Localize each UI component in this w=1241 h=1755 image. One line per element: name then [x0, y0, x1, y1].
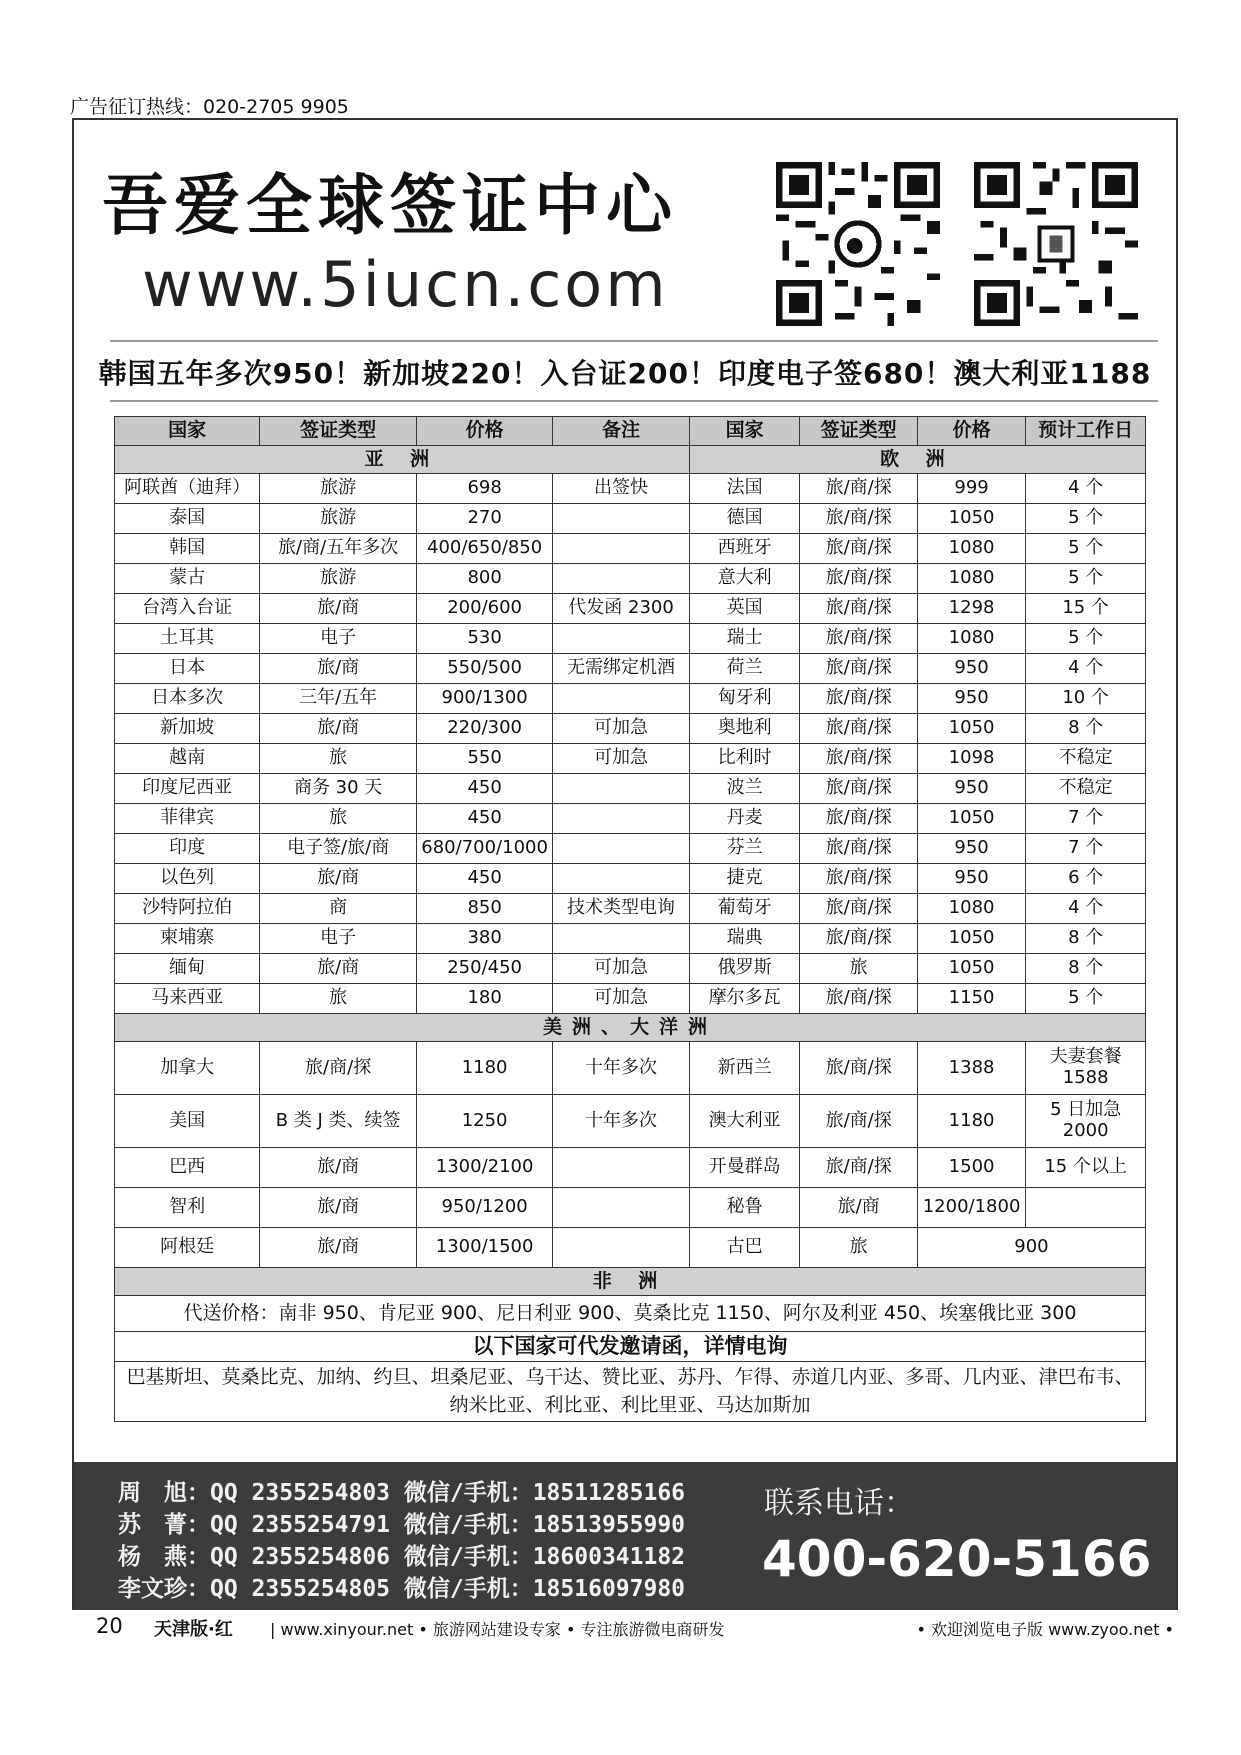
table-cell: 商 — [260, 894, 417, 924]
table-cell: 1080 — [917, 894, 1025, 924]
table-cell: 旅 — [260, 984, 417, 1014]
table-row — [115, 834, 1146, 864]
table-row — [115, 1148, 1146, 1188]
table-cell: 韩国 — [115, 534, 260, 564]
visa-ad-panel — [72, 118, 1178, 1610]
table-cell: 巴西 — [115, 1148, 260, 1188]
table-cell: 旅/商/探 — [800, 774, 917, 804]
table-cell: 旅/商/探 — [800, 894, 917, 924]
table-cell: 1500 — [917, 1148, 1025, 1188]
table-cell: 出签快 — [553, 474, 689, 504]
table-cell: 以色列 — [115, 864, 260, 894]
table-cell: 十年多次 — [553, 1042, 689, 1095]
table-cell: 菲律宾 — [115, 804, 260, 834]
column-header: 价格 — [416, 417, 552, 446]
divider-top — [110, 340, 1158, 342]
table-cell: 5 日加急 2000 — [1026, 1095, 1146, 1148]
table-cell: 5 个 — [1026, 534, 1146, 564]
table-cell: 900/1300 — [416, 684, 552, 714]
table-cell: 旅/商/探 — [800, 594, 917, 624]
table-cell: 沙特阿拉伯 — [115, 894, 260, 924]
table-cell: 旅 — [800, 1228, 917, 1268]
table-cell: 捷克 — [689, 864, 800, 894]
table-cell: 不稳定 — [1026, 744, 1146, 774]
table-cell: 台湾入台证 — [115, 594, 260, 624]
table-cell: 8 个 — [1026, 954, 1146, 984]
visa-price-table — [114, 416, 1146, 1422]
table-row — [115, 744, 1146, 774]
table-cell: 旅/商/探 — [800, 564, 917, 594]
table-cell: 丹麦 — [689, 804, 800, 834]
table-cell: 土耳其 — [115, 624, 260, 654]
table-cell — [553, 1188, 689, 1228]
table-cell: 开曼群岛 — [689, 1148, 800, 1188]
brand-url[interactable]: www.5iucn.com — [142, 248, 669, 321]
table-cell: 1080 — [917, 564, 1025, 594]
table-cell: 蒙古 — [115, 564, 260, 594]
region-row-asia-europe — [115, 446, 1146, 474]
table-row — [115, 1188, 1146, 1228]
table-cell — [553, 924, 689, 954]
region-americas-cell: 美洲、大洋洲 — [115, 1014, 1146, 1042]
table-row — [115, 774, 1146, 804]
table-cell: 1050 — [917, 924, 1025, 954]
table-cell: 旅/商/探 — [800, 654, 917, 684]
table-row — [115, 1228, 1146, 1268]
table-cell: 1098 — [917, 744, 1025, 774]
table-cell: 450 — [416, 804, 552, 834]
table-row — [115, 594, 1146, 624]
table-cell: 瑞典 — [689, 924, 800, 954]
brand-title: 吾爱全球签证中心 — [102, 166, 678, 244]
column-header: 价格 — [917, 417, 1025, 446]
divider-bottom — [110, 400, 1158, 402]
table-cell: 680/700/1000 — [416, 834, 552, 864]
table-cell: 旅/商/探 — [800, 1042, 917, 1095]
region-asia: 亚 洲 — [115, 446, 690, 474]
table-cell: 旅/商 — [260, 654, 417, 684]
table-cell: 950 — [917, 864, 1025, 894]
table-row — [115, 564, 1146, 594]
table-cell: 缅甸 — [115, 954, 260, 984]
table-cell: 旅/商/探 — [800, 924, 917, 954]
africa-prices-cell: 代送价格：南非 950、肯尼亚 900、尼日利亚 900、莫桑比克 1150、阿尔及利亚 450、埃塞俄比亚 300 — [115, 1296, 1146, 1332]
table-row — [115, 504, 1146, 534]
table-cell: 180 — [416, 984, 552, 1014]
table-cell: 1050 — [917, 804, 1025, 834]
footer-link: • 欢迎浏览电子版 www.zyoo.net • — [916, 1620, 1174, 1639]
table-cell: 1180 — [416, 1042, 552, 1095]
weibo-qr-icon — [774, 160, 942, 328]
table-cell: 1388 — [917, 1042, 1025, 1095]
table-cell: 葡萄牙 — [689, 894, 800, 924]
table-row — [115, 654, 1146, 684]
table-cell: 1300/2100 — [416, 1148, 552, 1188]
column-header: 签证类型 — [800, 417, 917, 446]
region-africa — [115, 1268, 1146, 1296]
table-cell: 澳大利亚 — [689, 1095, 800, 1148]
region-europe: 欧 洲 — [689, 446, 1145, 474]
table-cell: 旅/商/探 — [800, 714, 917, 744]
table-cell: 200/600 — [416, 594, 552, 624]
table-cell: 旅/商/探 — [800, 504, 917, 534]
table-cell: 1298 — [917, 594, 1025, 624]
table-cell: 1250 — [416, 1095, 552, 1148]
table-row — [115, 954, 1146, 984]
table-cell: 德国 — [689, 504, 800, 534]
table-cell: 阿联酋（迪拜） — [115, 474, 260, 504]
table-cell: 1180 — [917, 1095, 1025, 1148]
contact-line: 苏 菁：QQ 2355254791 微信/手机：18513955990 — [118, 1512, 686, 1538]
table-cell: 摩尔多瓦 — [689, 984, 800, 1014]
table-cell: 代发函 2300 — [553, 594, 689, 624]
table-cell: 柬埔寨 — [115, 924, 260, 954]
table-cell: 380 — [416, 924, 552, 954]
table-cell: 不稳定 — [1026, 774, 1146, 804]
table-row — [115, 984, 1146, 1014]
table-cell: 5 个 — [1026, 504, 1146, 534]
table-cell: 旅/商/探 — [800, 534, 917, 564]
table-cell: 古巴 — [689, 1228, 800, 1268]
page-footer — [72, 1612, 1178, 1642]
page-number: 20 — [96, 1614, 123, 1638]
table-cell: 1050 — [917, 504, 1025, 534]
table-cell: 950 — [917, 654, 1025, 684]
table-row — [115, 804, 1146, 834]
table-cell: 950 — [917, 684, 1025, 714]
table-cell: 可加急 — [553, 744, 689, 774]
table-cell: 旅/商/探 — [800, 864, 917, 894]
table-cell: 日本 — [115, 654, 260, 684]
table-cell: 旅/商 — [260, 714, 417, 744]
table-cell: 可加急 — [553, 954, 689, 984]
table-cell: 4 个 — [1026, 654, 1146, 684]
table-cell: 旅/商/探 — [800, 744, 917, 774]
table-cell — [553, 624, 689, 654]
invite-countries — [115, 1362, 1146, 1422]
africa-prices — [115, 1296, 1146, 1332]
contact-bar — [74, 1462, 1176, 1610]
table-cell: 旅/商/探 — [260, 1042, 417, 1095]
table-row — [115, 534, 1146, 564]
table-cell: 电子 — [260, 624, 417, 654]
column-header: 预计工作日 — [1026, 417, 1146, 446]
table-cell: 旅/商 — [260, 864, 417, 894]
table-cell: 15 个 — [1026, 594, 1146, 624]
table-cell: 技术类型电询 — [553, 894, 689, 924]
table-cell: 旅/商/探 — [800, 834, 917, 864]
column-header: 国家 — [115, 417, 260, 446]
table-cell: 越南 — [115, 744, 260, 774]
table-cell — [553, 684, 689, 714]
table-cell: 250/450 — [416, 954, 552, 984]
table-cell: 秘鲁 — [689, 1188, 800, 1228]
table-cell: 电子签/旅/商 — [260, 834, 417, 864]
wechat-qr-icon — [972, 160, 1140, 328]
table-cell: 日本多次 — [115, 684, 260, 714]
table-cell: 旅/商 — [800, 1188, 917, 1228]
table-cell: 智利 — [115, 1188, 260, 1228]
table-cell: 800 — [416, 564, 552, 594]
table-cell: 比利时 — [689, 744, 800, 774]
table-cell: 匈牙利 — [689, 684, 800, 714]
table-cell: 旅 — [260, 744, 417, 774]
table-cell: 马来西亚 — [115, 984, 260, 1014]
table-cell: 法国 — [689, 474, 800, 504]
table-cell: 7 个 — [1026, 804, 1146, 834]
table-cell — [553, 504, 689, 534]
table-cell: 8 个 — [1026, 924, 1146, 954]
table-cell: 旅/商/探 — [800, 804, 917, 834]
table-cell — [553, 834, 689, 864]
table-cell: 8 个 — [1026, 714, 1146, 744]
region-africa-cell: 非 洲 — [115, 1268, 1146, 1296]
table-cell: 可加急 — [553, 984, 689, 1014]
table-row — [115, 474, 1146, 504]
table-cell: 5 个 — [1026, 624, 1146, 654]
contact-line: 周 旭：QQ 2355254803 微信/手机：18511285166 — [118, 1480, 686, 1506]
table-cell: 旅 — [260, 804, 417, 834]
table-cell: 可加急 — [553, 714, 689, 744]
table-cell: 850 — [416, 894, 552, 924]
table-cell: 旅/商/探 — [800, 624, 917, 654]
table-cell: 530 — [416, 624, 552, 654]
table-cell: 旅/商 — [260, 594, 417, 624]
ad-hotline: 广告征订热线：020-2705 9905 — [70, 96, 349, 118]
table-cell: 950 — [917, 834, 1025, 864]
table-cell: 1050 — [917, 954, 1025, 984]
table-cell: 阿根廷 — [115, 1228, 260, 1268]
table-cell: 新西兰 — [689, 1042, 800, 1095]
table-cell: 旅/商/探 — [800, 1148, 917, 1188]
table-cell — [553, 534, 689, 564]
table-cell: 奥地利 — [689, 714, 800, 744]
table-cell: 旅 — [800, 954, 917, 984]
table-cell: 1150 — [917, 984, 1025, 1014]
table-cell: 泰国 — [115, 504, 260, 534]
table-cell: 5 个 — [1026, 984, 1146, 1014]
table-cell: 旅游 — [260, 474, 417, 504]
table-cell: 450 — [416, 864, 552, 894]
table-cell: 7 个 — [1026, 834, 1146, 864]
invite-title-cell: 以下国家可代发邀请函，详情电询 — [115, 1332, 1146, 1362]
table-cell: 旅/商/探 — [800, 1095, 917, 1148]
table-cell: 10 个 — [1026, 684, 1146, 714]
table-cell: 旅/商 — [260, 1148, 417, 1188]
table-cell: 波兰 — [689, 774, 800, 804]
table-cell: 商务 30 天 — [260, 774, 417, 804]
table-cell: 1080 — [917, 624, 1025, 654]
table-cell: 旅/商/五年多次 — [260, 534, 417, 564]
table-cell: 夫妻套餐 1588 — [1026, 1042, 1146, 1095]
table-cell: 印度尼西亚 — [115, 774, 260, 804]
table-cell — [553, 774, 689, 804]
table-row — [115, 1095, 1146, 1148]
table-cell: 6 个 — [1026, 864, 1146, 894]
table-cell: 十年多次 — [553, 1095, 689, 1148]
footer-slogan: | www.xinyour.net • 旅游网站建设专家 • 专注旅游微电商研发 — [270, 1620, 725, 1639]
region-americas — [115, 1014, 1146, 1042]
table-cell — [553, 1148, 689, 1188]
promo-banner: 韩国五年多次950！新加坡220！入台证200！印度电子签680！澳大利亚1188 — [98, 357, 1152, 390]
table-cell: 三年/五年 — [260, 684, 417, 714]
table-cell: 4 个 — [1026, 474, 1146, 504]
table-cell: 1200/1800 — [917, 1188, 1025, 1228]
table-row — [115, 1042, 1146, 1095]
table-row — [115, 894, 1146, 924]
table-cell: 旅/商 — [260, 954, 417, 984]
table-cell: 5 个 — [1026, 564, 1146, 594]
table-cell: 550 — [416, 744, 552, 774]
table-cell — [553, 864, 689, 894]
table-cell: 西班牙 — [689, 534, 800, 564]
table-header-row — [115, 417, 1146, 446]
table-cell: 荷兰 — [689, 654, 800, 684]
invite-countries-cell: 巴基斯坦、莫桑比克、加纳、约旦、坦桑尼亚、乌干达、赞比亚、苏丹、乍得、赤道几内亚、多哥、几内亚、津巴布韦、纳米比亚、利比亚、利比里亚、马达加斯加 — [115, 1362, 1146, 1422]
table-cell — [553, 804, 689, 834]
column-header: 国家 — [689, 417, 800, 446]
table-cell — [553, 1228, 689, 1268]
table-cell: 15 个以上 — [1026, 1148, 1146, 1188]
table-cell: 无需绑定机酒 — [553, 654, 689, 684]
table-cell: 印度 — [115, 834, 260, 864]
table-cell: 瑞士 — [689, 624, 800, 654]
table-cell — [553, 564, 689, 594]
column-header: 签证类型 — [260, 417, 417, 446]
phone-number[interactable]: 400-620-5166 — [762, 1530, 1152, 1588]
table-cell: 旅/商 — [260, 1228, 417, 1268]
table-cell: 旅/商/探 — [800, 474, 917, 504]
table-cell: 新加坡 — [115, 714, 260, 744]
table-cell: 270 — [416, 504, 552, 534]
table-cell: 旅/商 — [260, 1188, 417, 1228]
table-row — [115, 864, 1146, 894]
table-cell: 400/650/850 — [416, 534, 552, 564]
table-cell: 220/300 — [416, 714, 552, 744]
table-cell: 900 — [917, 1228, 1145, 1268]
table-cell: 加拿大 — [115, 1042, 260, 1095]
table-cell: 芬兰 — [689, 834, 800, 864]
table-cell: 1300/1500 — [416, 1228, 552, 1268]
table-cell: 旅游 — [260, 564, 417, 594]
table-cell: 950 — [917, 774, 1025, 804]
table-cell: 旅/商/探 — [800, 684, 917, 714]
table-row — [115, 624, 1146, 654]
table-cell: 俄罗斯 — [689, 954, 800, 984]
column-header: 备注 — [553, 417, 689, 446]
contact-line: 李文珍：QQ 2355254805 微信/手机：18516097980 — [118, 1576, 686, 1602]
table-row — [115, 714, 1146, 744]
invite-title — [115, 1332, 1146, 1362]
table-row — [115, 684, 1146, 714]
table-cell: 旅/商/探 — [800, 984, 917, 1014]
table-cell: 698 — [416, 474, 552, 504]
table-cell: 950/1200 — [416, 1188, 552, 1228]
table-cell: 450 — [416, 774, 552, 804]
edition-label: 天津版·红 — [154, 1619, 233, 1640]
table-cell: 意大利 — [689, 564, 800, 594]
table-cell: 999 — [917, 474, 1025, 504]
contact-line: 杨 燕：QQ 2355254806 微信/手机：18600341182 — [118, 1544, 686, 1570]
table-cell: 1050 — [917, 714, 1025, 744]
table-cell: 电子 — [260, 924, 417, 954]
table-cell: 1080 — [917, 534, 1025, 564]
table-cell: 4 个 — [1026, 894, 1146, 924]
table-cell: 旅游 — [260, 504, 417, 534]
table-cell: 英国 — [689, 594, 800, 624]
table-cell — [1026, 1188, 1146, 1228]
table-row — [115, 924, 1146, 954]
phone-label: 联系电话： — [764, 1486, 914, 1521]
table-cell: B 类 J 类、续签 — [260, 1095, 417, 1148]
table-cell: 美国 — [115, 1095, 260, 1148]
table-cell: 550/500 — [416, 654, 552, 684]
